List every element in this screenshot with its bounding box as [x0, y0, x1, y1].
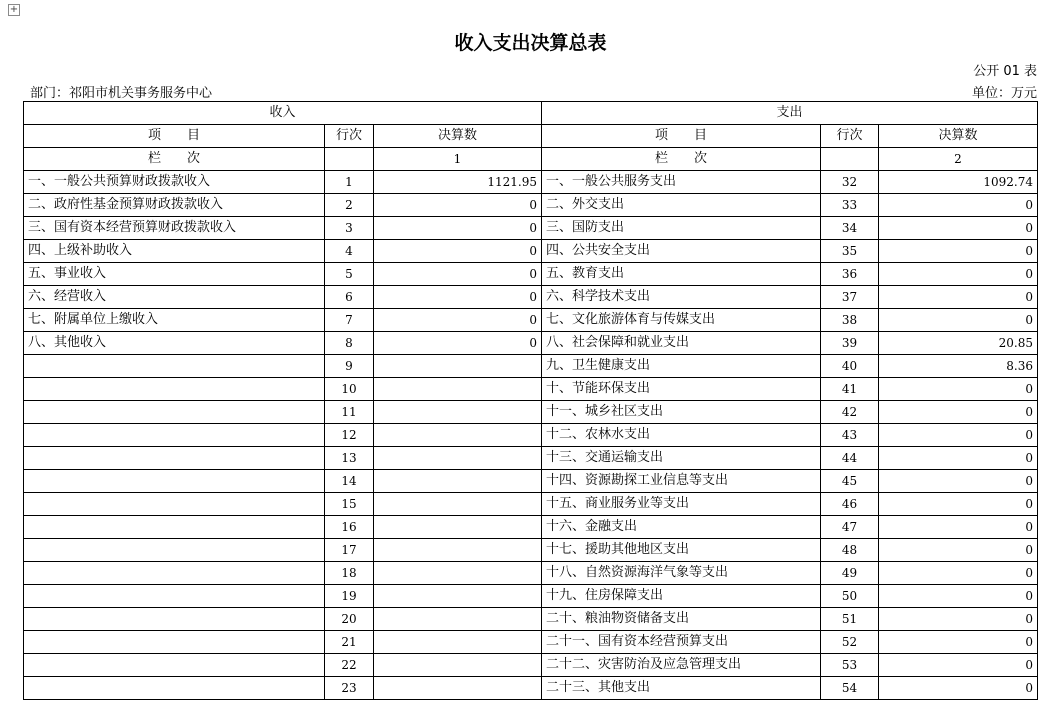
- expense-item-cell: 十四、资源勘探工业信息等支出: [542, 470, 821, 493]
- table-row: [24, 263, 1038, 286]
- table-move-handle-icon[interactable]: +: [9, 4, 19, 15]
- expense-row-no-cell: 45: [821, 470, 879, 493]
- income-amount-cell: [374, 631, 542, 654]
- expense-item-cell: 二十二、灾害防治及应急管理支出: [542, 654, 821, 677]
- expense-amount-cell: 0: [879, 608, 1038, 631]
- income-amount-cell: 0: [374, 263, 542, 286]
- expense-amount-cell: 0: [879, 263, 1038, 286]
- income-amount-cell: 0: [374, 240, 542, 263]
- income-item-cell: [24, 677, 325, 700]
- expense-row-no-cell: 41: [821, 378, 879, 401]
- income-row-no-cell: 14: [325, 470, 374, 493]
- unit-label: 单位：万元: [971, 86, 1037, 101]
- income-row-no-cell: 22: [325, 654, 374, 677]
- expense-row-no-cell: 54: [821, 677, 879, 700]
- table-row: [24, 631, 1038, 654]
- expense-amount-cell: 20.85: [879, 332, 1038, 355]
- expense-amount-cell: 0: [879, 654, 1038, 677]
- expense-row-no-cell: 34: [821, 217, 879, 240]
- income-amount-cell: [374, 608, 542, 631]
- table-row: [24, 171, 1038, 194]
- page-title: 收入支出决算总表: [454, 32, 607, 54]
- expense-row-no-cell: 47: [821, 516, 879, 539]
- expense-column-label: 栏 次: [542, 148, 821, 171]
- income-amount-cell: [374, 401, 542, 424]
- income-amount-cell: [374, 470, 542, 493]
- expense-amount-header: 决算数: [879, 125, 1038, 148]
- expense-item-cell: 十八、自然资源海洋气象等支出: [542, 562, 821, 585]
- expense-item-cell: 四、公共安全支出: [542, 240, 821, 263]
- income-item-cell: 一、一般公共预算财政拨款收入: [24, 171, 325, 194]
- income-item-cell: [24, 355, 325, 378]
- expense-amount-cell: 0: [879, 516, 1038, 539]
- income-item-cell: [24, 608, 325, 631]
- income-row-no-cell: 5: [325, 263, 374, 286]
- expense-amount-cell: 0: [879, 194, 1038, 217]
- expense-item-cell: 十九、住房保障支出: [542, 585, 821, 608]
- income-item-cell: [24, 585, 325, 608]
- expense-row-no-cell: 40: [821, 355, 879, 378]
- income-amount-cell: 0: [374, 309, 542, 332]
- expense-item-cell: 十一、城乡社区支出: [542, 401, 821, 424]
- table-row: [24, 332, 1038, 355]
- income-row-no-cell: 10: [325, 378, 374, 401]
- income-amount-cell: [374, 355, 542, 378]
- expense-item-cell: 十六、金融支出: [542, 516, 821, 539]
- income-row-no-cell: 20: [325, 608, 374, 631]
- expense-item-cell: 十五、商业服务业等支出: [542, 493, 821, 516]
- table-row: [24, 493, 1038, 516]
- table-row: [24, 608, 1038, 631]
- expense-row-no-cell: 32: [821, 171, 879, 194]
- expense-item-cell: 十二、农林水支出: [542, 424, 821, 447]
- table-row: [24, 355, 1038, 378]
- expense-item-cell: 二、外交支出: [542, 194, 821, 217]
- table-row: [24, 654, 1038, 677]
- income-row-no-blank: [325, 148, 374, 171]
- income-row-no-cell: 23: [325, 677, 374, 700]
- income-amount-cell: 0: [374, 194, 542, 217]
- income-amount-cell: [374, 424, 542, 447]
- income-row-no-cell: 12: [325, 424, 374, 447]
- income-row-no-cell: 21: [325, 631, 374, 654]
- income-row-no-cell: 6: [325, 286, 374, 309]
- income-row-no-cell: 18: [325, 562, 374, 585]
- income-row-no-cell: 1: [325, 171, 374, 194]
- expense-row-no-cell: 52: [821, 631, 879, 654]
- income-item-cell: [24, 470, 325, 493]
- expense-amount-cell: 8.36: [879, 355, 1038, 378]
- expense-row-no-cell: 33: [821, 194, 879, 217]
- expense-amount-cell: 0: [879, 447, 1038, 470]
- expense-item-cell: 九、卫生健康支出: [542, 355, 821, 378]
- expense-section-header: 支出: [542, 102, 1038, 125]
- income-amount-cell: [374, 539, 542, 562]
- income-row-no-cell: 13: [325, 447, 374, 470]
- table-row: [24, 194, 1038, 217]
- income-item-cell: [24, 401, 325, 424]
- income-item-cell: [24, 562, 325, 585]
- table-row: [24, 677, 1038, 700]
- table-row: [24, 539, 1038, 562]
- expense-row-no-cell: 35: [821, 240, 879, 263]
- table-row: [24, 309, 1038, 332]
- expense-item-cell: 八、社会保障和就业支出: [542, 332, 821, 355]
- income-amount-cell: [374, 378, 542, 401]
- income-item-cell: 三、国有资本经营预算财政拨款收入: [24, 217, 325, 240]
- income-column-index: 1: [374, 148, 542, 171]
- income-amount-cell: [374, 562, 542, 585]
- expense-row-no-cell: 44: [821, 447, 879, 470]
- header-row-columns: [24, 125, 1038, 148]
- expense-row-no-cell: 50: [821, 585, 879, 608]
- expense-item-header: 项 目: [542, 125, 821, 148]
- expense-row-no-cell: 46: [821, 493, 879, 516]
- expense-amount-cell: 0: [879, 378, 1038, 401]
- income-item-cell: 二、政府性基金预算财政拨款收入: [24, 194, 325, 217]
- expense-column-index: 2: [879, 148, 1038, 171]
- expense-item-cell: 七、文化旅游体育与传媒支出: [542, 309, 821, 332]
- income-row-no-cell: 3: [325, 217, 374, 240]
- income-item-cell: 四、上级补助收入: [24, 240, 325, 263]
- income-amount-cell: [374, 585, 542, 608]
- income-section-header: 收入: [24, 102, 542, 125]
- expense-amount-cell: 0: [879, 470, 1038, 493]
- expense-amount-cell: 0: [879, 401, 1038, 424]
- header-row-sections: [24, 102, 1038, 125]
- income-item-cell: [24, 424, 325, 447]
- expense-amount-cell: 0: [879, 677, 1038, 700]
- table-row: [24, 447, 1038, 470]
- expense-item-cell: 十七、援助其他地区支出: [542, 539, 821, 562]
- expense-amount-cell: 0: [879, 585, 1038, 608]
- expense-item-cell: 十、节能环保支出: [542, 378, 821, 401]
- income-amount-cell: 1121.95: [374, 171, 542, 194]
- income-item-cell: 八、其他收入: [24, 332, 325, 355]
- expense-item-cell: 六、科学技术支出: [542, 286, 821, 309]
- income-row-no-cell: 19: [325, 585, 374, 608]
- expense-item-cell: 十三、交通运输支出: [542, 447, 821, 470]
- table-row: [24, 217, 1038, 240]
- expense-item-cell: 二十、粮油物资储备支出: [542, 608, 821, 631]
- income-row-no-header: 行次: [325, 125, 374, 148]
- table-row: [24, 240, 1038, 263]
- income-row-no-cell: 16: [325, 516, 374, 539]
- income-amount-cell: [374, 677, 542, 700]
- table-row: [24, 286, 1038, 309]
- income-column-label: 栏 次: [24, 148, 325, 171]
- expense-row-no-cell: 49: [821, 562, 879, 585]
- header-row-column-index: [24, 148, 1038, 171]
- table-row: [24, 378, 1038, 401]
- expense-row-no-cell: 53: [821, 654, 879, 677]
- income-item-cell: 六、经营收入: [24, 286, 325, 309]
- expense-amount-cell: 0: [879, 493, 1038, 516]
- income-row-no-cell: 11: [325, 401, 374, 424]
- income-row-no-cell: 8: [325, 332, 374, 355]
- expense-item-cell: 三、国防支出: [542, 217, 821, 240]
- form-number: 公开 01 表: [973, 64, 1037, 79]
- table-row: [24, 470, 1038, 493]
- income-amount-cell: [374, 654, 542, 677]
- expense-item-cell: 五、教育支出: [542, 263, 821, 286]
- income-item-header: 项 目: [24, 125, 325, 148]
- expense-item-cell: 二十三、其他支出: [542, 677, 821, 700]
- income-row-no-cell: 15: [325, 493, 374, 516]
- expense-row-no-cell: 51: [821, 608, 879, 631]
- expense-amount-cell: 0: [879, 631, 1038, 654]
- income-amount-cell: 0: [374, 217, 542, 240]
- table-row: [24, 424, 1038, 447]
- expense-item-cell: 一、一般公共服务支出: [542, 171, 821, 194]
- income-item-cell: [24, 654, 325, 677]
- expense-amount-cell: 0: [879, 217, 1038, 240]
- income-row-no-cell: 9: [325, 355, 374, 378]
- income-amount-cell: [374, 516, 542, 539]
- income-amount-cell: 0: [374, 286, 542, 309]
- expense-row-no-cell: 43: [821, 424, 879, 447]
- income-item-cell: [24, 631, 325, 654]
- department-label: 部门：祁阳市机关事务服务中心: [30, 86, 213, 101]
- expense-row-no-cell: 37: [821, 286, 879, 309]
- expense-item-cell: 二十一、国有资本经营预算支出: [542, 631, 821, 654]
- income-item-cell: 五、事业收入: [24, 263, 325, 286]
- expense-amount-cell: 0: [879, 240, 1038, 263]
- expense-row-no-cell: 42: [821, 401, 879, 424]
- income-item-cell: [24, 447, 325, 470]
- income-item-cell: [24, 378, 325, 401]
- expense-amount-cell: 0: [879, 562, 1038, 585]
- income-amount-header: 决算数: [374, 125, 542, 148]
- table-row: [24, 516, 1038, 539]
- expense-amount-cell: 0: [879, 539, 1038, 562]
- income-row-no-cell: 4: [325, 240, 374, 263]
- expense-row-no-cell: 39: [821, 332, 879, 355]
- expense-row-no-cell: 48: [821, 539, 879, 562]
- income-row-no-cell: 2: [325, 194, 374, 217]
- expense-row-no-cell: 36: [821, 263, 879, 286]
- expense-amount-cell: 1092.74: [879, 171, 1038, 194]
- income-item-cell: [24, 516, 325, 539]
- expense-row-no-blank: [821, 148, 879, 171]
- expense-row-no-header: 行次: [821, 125, 879, 148]
- income-expense-table: [23, 101, 1038, 700]
- income-amount-cell: 0: [374, 332, 542, 355]
- income-item-cell: [24, 493, 325, 516]
- table-row: [24, 562, 1038, 585]
- table-row: [24, 401, 1038, 424]
- income-item-cell: [24, 539, 325, 562]
- income-amount-cell: [374, 493, 542, 516]
- expense-row-no-cell: 38: [821, 309, 879, 332]
- expense-amount-cell: 0: [879, 286, 1038, 309]
- income-amount-cell: [374, 447, 542, 470]
- table-row: [24, 585, 1038, 608]
- expense-amount-cell: 0: [879, 424, 1038, 447]
- income-row-no-cell: 7: [325, 309, 374, 332]
- income-row-no-cell: 17: [325, 539, 374, 562]
- expense-amount-cell: 0: [879, 309, 1038, 332]
- income-item-cell: 七、附属单位上缴收入: [24, 309, 325, 332]
